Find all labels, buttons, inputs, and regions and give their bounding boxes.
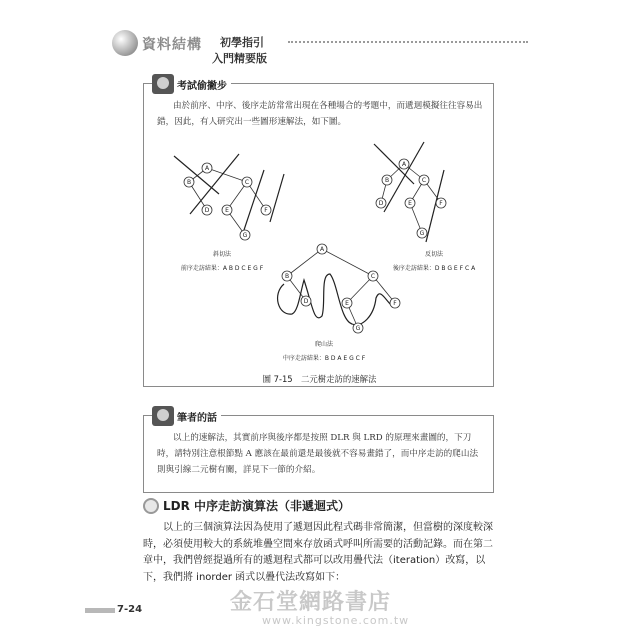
tree-node-f-right <box>436 198 446 208</box>
svg-text:B: B <box>186 179 192 186</box>
author-note-text: 以上的速解法，其實前序與後序都是按照 DLR 與 LRD 的原理來畫圖的，下刀時，請特別注意根節點 A 應該在最前還是最後就不容易畫錯了，而中序走訪的爬山法則與引線二元樹有關，詳見下一節的介紹。 <box>157 433 479 475</box>
tree-node-f-center <box>390 298 400 308</box>
exam-tip-box <box>143 80 494 387</box>
diagonal-cut-diagram <box>174 154 284 272</box>
reverse-cut-name: 反切法 <box>424 251 444 258</box>
exam-tip-text: 由於前序、中序、後序走訪常常出現在各種場合的考題中，而遞迴模擬往往容易出錯，因此，有人研究出一些圖形速解法，如下圖。 <box>157 101 483 127</box>
svg-text:E: E <box>345 300 349 307</box>
page-number-bar <box>85 608 115 613</box>
traversal-diagrams <box>144 84 495 388</box>
disc-logo-icon <box>112 30 138 56</box>
tree-node-c-right <box>419 175 429 185</box>
page-header <box>112 30 532 70</box>
tree-node-d-center <box>301 296 311 306</box>
diagonal-cut-result: 前序走訪結果：A B D C E G F <box>180 265 264 272</box>
svg-text:E: E <box>408 200 412 207</box>
tree-node-e-right <box>405 198 415 208</box>
tree-node-b <box>184 177 194 187</box>
svg-text:B: B <box>384 177 390 184</box>
svg-text:G: G <box>419 230 425 237</box>
section-heading <box>143 497 350 514</box>
page-number: 7-24 <box>117 604 143 615</box>
book-edition: 入門精要版 <box>212 52 267 65</box>
climbing-result: 中序走訪結果：B D A E G C F <box>282 355 366 362</box>
svg-text:D: D <box>378 200 384 207</box>
svg-text:A: A <box>319 246 325 253</box>
svg-text:F: F <box>393 300 397 307</box>
svg-text:A: A <box>401 161 407 168</box>
reverse-cut-result: 後序走訪結果：D B G E F C A <box>392 265 476 272</box>
tree-node-d <box>202 205 212 215</box>
author-note-box <box>143 412 494 493</box>
tree-node-e-center <box>342 298 352 308</box>
svg-text:B: B <box>284 273 290 280</box>
svg-text:C: C <box>421 177 427 184</box>
tree-node-e <box>222 205 232 215</box>
header-dotted-rule <box>288 41 528 43</box>
svg-text:E: E <box>225 207 229 214</box>
exam-tip-title: 考試偷撇步 <box>177 80 227 92</box>
diagonal-cut-name: 斜切法 <box>212 251 232 258</box>
tree-node-a <box>202 163 212 173</box>
tree-node-d-right <box>376 198 386 208</box>
svg-text:D: D <box>204 207 210 214</box>
tree-node-f <box>261 205 271 215</box>
reverse-cut-diagram <box>374 142 476 272</box>
tree-node-c-center <box>368 271 378 281</box>
svg-text:F: F <box>439 200 443 207</box>
climbing-diagram <box>278 244 400 362</box>
tree-node-b-center <box>282 271 292 281</box>
watermark-url: www.kingstone.com.tw <box>262 614 410 627</box>
tree-node-g-right <box>417 228 427 238</box>
watermark: 金石堂網路書店 <box>230 589 392 615</box>
tree-node-a-center <box>317 244 327 254</box>
tree-node-c <box>242 177 252 187</box>
svg-text:C: C <box>370 273 376 280</box>
svg-text:F: F <box>264 207 268 214</box>
book-series-title: 資料結構 <box>142 37 202 53</box>
svg-text:A: A <box>204 165 210 172</box>
svg-text:C: C <box>244 179 250 186</box>
section-body: 以上的三個演算法因為使用了遞迴因此程式碼非常簡潔，但當樹的深度較深時，必須使用較大的系統堆疊空間來存放函式呼叫所需要的活動記錄。而在第二章中，我們曾經提過所有的遞迴程式都可以改用疊代法（iteration）改寫，以下，我們將 inorder 函式以疊代法改寫如下： <box>143 522 493 583</box>
svg-text:G: G <box>242 232 248 239</box>
tree-node-b-right <box>382 175 392 185</box>
author-note-title: 筆者的話 <box>177 412 217 424</box>
svg-text:G: G <box>355 325 361 332</box>
author-icon <box>152 406 174 426</box>
figure-caption: 圖 7-15 二元樹走訪的速解法 <box>262 374 377 384</box>
climbing-name: 爬山法 <box>314 341 334 348</box>
tree-node-g-center <box>353 323 363 333</box>
author-note-label <box>152 406 221 426</box>
disc-section-icon <box>143 498 159 514</box>
tree-node-g <box>240 230 250 240</box>
book-tag: 初學指引 <box>220 36 264 49</box>
tree-node-a-right <box>399 159 409 169</box>
svg-text:D: D <box>303 298 309 305</box>
section-title: LDR 中序走訪演算法（非遞迴式） <box>163 499 351 513</box>
